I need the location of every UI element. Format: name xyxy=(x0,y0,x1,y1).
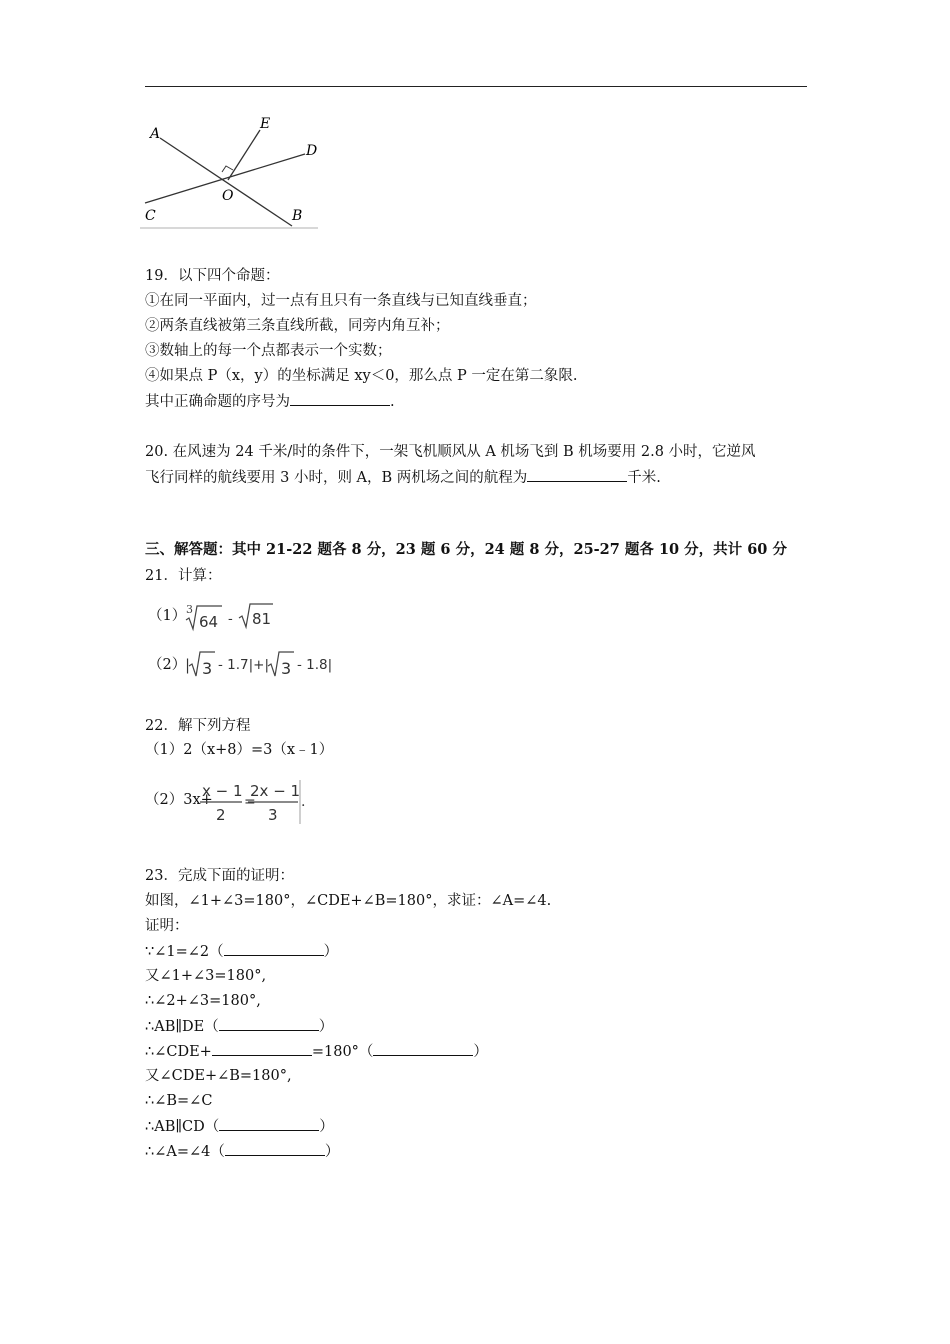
q19-answer-blank[interactable] xyxy=(290,391,390,406)
q21-p2-end: - 1.8| xyxy=(297,657,333,673)
q21-p2-expression xyxy=(184,648,344,682)
q23-s9-blank[interactable] xyxy=(225,1141,325,1156)
abs-bar-open-1: | xyxy=(185,656,191,674)
q23-s5-text: ∴∠CDE+ xyxy=(145,1044,212,1060)
q23-s1-close: ） xyxy=(323,944,339,960)
q19-item-1: ①在同一平面内，过一点有且只有一条直线与已知直线垂直； xyxy=(145,293,537,309)
label-E: E xyxy=(260,116,271,132)
square-root-radicand: 81 xyxy=(252,610,272,628)
line-AB xyxy=(160,138,292,226)
q23-s5-close: ） xyxy=(473,1044,488,1060)
sqrt3-radicand-2: 3 xyxy=(281,659,292,678)
q22-part-2-prefix: （2）3x+ xyxy=(145,792,213,808)
q19-ask-text: 其中正确命题的序号为 xyxy=(145,394,290,410)
q21-p1-expression xyxy=(184,600,284,632)
label-A: A xyxy=(150,126,161,142)
q21-part-2 xyxy=(148,655,186,675)
header-rule xyxy=(145,86,807,87)
q23-s8-blank[interactable] xyxy=(219,1116,319,1131)
q23-proof-label: 证明： xyxy=(145,918,189,934)
frac2-denominator: 3 xyxy=(268,806,278,824)
q19-stem: 19．以下四个命题： xyxy=(145,268,280,284)
q23-step-1 xyxy=(145,941,338,962)
q21-p1-minus: - xyxy=(228,611,233,627)
q23-s5-mid: =180°（ xyxy=(311,1044,374,1060)
q23-s4-close: ） xyxy=(318,1019,334,1035)
q19-item-3: ③数轴上的每一个点都表示一个实数； xyxy=(145,343,392,359)
q23-s9-text: ∴∠A=∠4（ xyxy=(145,1144,225,1160)
q22-p2-fractions xyxy=(198,776,308,828)
sqrt3-radicand-1: 3 xyxy=(202,659,213,678)
q22-p2-end: . xyxy=(301,794,306,810)
label-C: C xyxy=(145,208,156,224)
q20-answer-blank[interactable] xyxy=(527,467,627,482)
q21-p2-middle: - 1.7|+| xyxy=(218,657,270,673)
q19-item-2: ②两条直线被第三条直线所截，同旁内角互补； xyxy=(145,318,450,334)
cube-root-radicand: 64 xyxy=(199,613,219,631)
label-D: D xyxy=(306,143,318,159)
frac1-numerator: x − 1 xyxy=(202,782,243,800)
q23-step-6: 又∠CDE+∠B=180°, xyxy=(145,1068,292,1084)
q21-p1-label: （1） xyxy=(148,608,187,624)
q19-ask-end: . xyxy=(390,394,395,410)
frac2-numerator: 2x − 1 xyxy=(250,782,301,800)
q23-stem: 23．完成下面的证明： xyxy=(145,868,294,884)
fractions-equals: = xyxy=(244,794,256,810)
q20-line-1: 20. 在风速为 24 千米/时的条件下，一架飞机顺风从 A 机场飞到 B 机场要用 2.8 小时，它逆风 xyxy=(145,444,756,460)
q23-s8-text: ∴AB∥CD（ xyxy=(145,1119,220,1135)
q23-step-8 xyxy=(145,1116,334,1137)
q21-p2-label: （2） xyxy=(148,657,187,673)
q21-part-1 xyxy=(148,606,186,626)
q20-line-2-end: 千米. xyxy=(627,470,661,486)
q23-s4-blank[interactable] xyxy=(219,1016,319,1031)
q23-s4-text: ∴AB∥DE（ xyxy=(145,1019,219,1035)
right-angle-mark xyxy=(222,166,233,172)
geometry-figure xyxy=(140,108,320,230)
q23-s1-text: ∵∠1=∠2（ xyxy=(145,944,224,960)
q23-s5-blank-reason[interactable] xyxy=(373,1041,473,1056)
q23-step-2: 又∠1+∠3=180°, xyxy=(145,968,267,984)
frac1-denominator: 2 xyxy=(216,806,226,824)
q22-stem: 22．解下列方程 xyxy=(145,718,251,734)
q22-part-1: （1）2（x+8）=3（x﹣1） xyxy=(145,742,334,758)
q19-item-4: ④如果点 P（x，y）的坐标满足 xy＜0，那么点 P 一定在第二象限. xyxy=(145,368,578,384)
q23-step-4 xyxy=(145,1016,333,1037)
q23-s9-close: ） xyxy=(324,1144,340,1160)
q23-s5-blank-angle[interactable] xyxy=(212,1041,312,1056)
q21-stem: 21．计算： xyxy=(145,568,222,584)
q20-line-2 xyxy=(145,467,661,488)
q23-step-3: ∴∠2+∠3=180°, xyxy=(145,993,261,1009)
section-3-heading: 三、解答题：其中 21-22 题各 8 分，23 题 6 分，24 题 8 分，25-27 题各 10 分，共计 60 分 xyxy=(145,541,787,558)
cube-root-index: 3 xyxy=(186,603,193,616)
label-B: B xyxy=(292,208,303,224)
q23-step-5 xyxy=(145,1041,488,1062)
q23-s8-close: ） xyxy=(319,1119,334,1135)
q20-line-2-text: 飞行同样的航线要用 3 小时，则 A，B 两机场之间的航程为 xyxy=(145,470,528,486)
q23-step-7: ∴∠B=∠C xyxy=(145,1093,213,1109)
q23-given: 如图，∠1+∠3=180°，∠CDE+∠B=180°，求证：∠A=∠4. xyxy=(145,893,552,909)
q23-step-9 xyxy=(145,1141,339,1162)
label-O: O xyxy=(222,188,234,204)
q23-s1-blank[interactable] xyxy=(224,941,324,956)
q19-ask xyxy=(145,391,395,412)
